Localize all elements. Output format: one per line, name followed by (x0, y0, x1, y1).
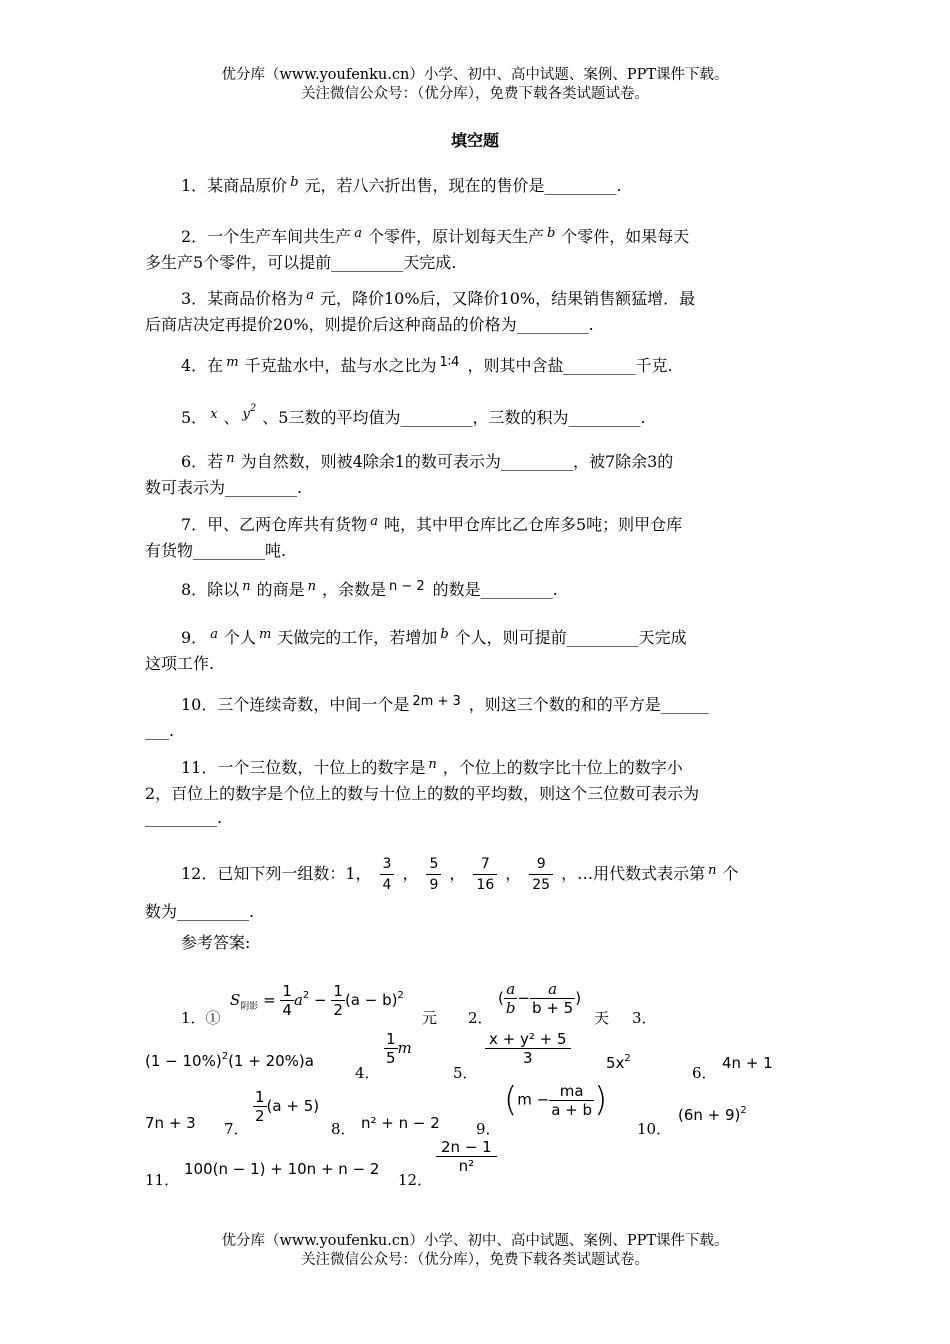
page-title: 填空题 (450, 131, 499, 150)
header-line-2: 关注微信公众号：（优分库），免费下载各类试题试卷。 (301, 86, 649, 102)
question-10: 10．三个连续奇数，中间一个是 $^{2m + 3}$ ，则这三个数的和的平方是______ ___. (145, 694, 709, 740)
answer-9-number: 9． (476, 1120, 501, 1138)
page-header (0, 66, 950, 104)
answer-blank: _________ (177, 902, 250, 921)
answer-3-number: 3． (632, 1009, 657, 1027)
answer-2-unit: 天 (594, 1009, 610, 1027)
answer-3-formula: $(1 - 10\%)^2(1 + 20\%)a$ (145, 1051, 314, 1070)
answer-5-product: $5x^2$ (606, 1053, 631, 1072)
answer-5-formula: $\frac{\text{x + y² + 5}}{3}$ (485, 1030, 571, 1067)
question-9: 9． $^a$ 个人 $^m$ 天做完的工作，若增加 $^b$ 个人，则可提前_________天完成 这项工作. (145, 627, 687, 673)
question-5: 5． $^x$ 、 $^{y^2}$ 、5三数的平均值为_________，三数的积为_________. (181, 403, 646, 427)
answer-10-formula: $(6n + 9)^2$ (678, 1105, 747, 1124)
question-1: 1．某商品原价 $^b$ 元，若八六折出售，现在的售价是_________. (181, 175, 622, 195)
answer-6-number: 6． (692, 1064, 717, 1082)
answers-heading: 参考答案: (181, 933, 251, 952)
footer-line-1: 优分库（www.youfenku.cn）小学、初中、高中试题、案例、PPT课件下载。 (221, 1233, 729, 1249)
sequence-separator: ， (402, 864, 419, 883)
answer-2-formula: ( $\frac{a}{b}$ − $\frac{a}{b + 5}$ ) (498, 980, 582, 1017)
sequence-fraction: $\frac{5}{9}$ (426, 854, 441, 895)
question-4: 4．在 $^m$ 千克盐水中，盐与水之比为 $^{1∶4}$ ，则其中含盐_________千克. (181, 355, 673, 375)
sequence-fraction: $\frac{3}{4}$ (380, 854, 395, 895)
answer-blank: ______ (660, 695, 709, 714)
answer-blank: _________ (400, 408, 473, 427)
sequence-separator: ， (505, 864, 522, 883)
page-footer (0, 1232, 950, 1270)
answer-1-formula: $S_{阴影}$ = $\frac{1}{4}$ $a^2$ − $\frac{1}{2}$ $(a - b)^2$ (230, 982, 404, 1019)
answer-6-formula: 4n + 1 (722, 1054, 773, 1072)
question-3: 3．某商品价格为 $^a$ 元，降价10%后，又降价10%，结果销售额猛增．最 后商店决定再提价20%，则提价后这种商品的价格为_________. (145, 288, 696, 334)
answer-6-formula-b: 7n + 3 (145, 1114, 196, 1132)
answer-11-number: 11． (145, 1171, 180, 1189)
answer-8-formula: n² + n − 2 (361, 1114, 440, 1132)
answer-blank: _________ (480, 580, 553, 599)
answer-1-unit: 元 (422, 1009, 438, 1027)
answer-10-number: 10． (637, 1120, 672, 1138)
answer-7-number: 7． (224, 1120, 249, 1138)
sequence-separator: ， (449, 864, 466, 883)
answer-5-number: 5． (453, 1064, 478, 1082)
answer-blank: _________ (563, 356, 636, 375)
answer-blank: _________ (225, 478, 298, 497)
answer-blank: _________ (568, 408, 641, 427)
question-11: 11．一个三位数，十位上的数字是 $^n$ ，个位上的数字比十位上的数字小 2，百位上的数字是个位上的数与十位上的数的平均数，则这个三位数可表示为 _________. (145, 757, 700, 827)
question-2: 2．一个生产车间共生产 $^a$ 个零件，原计划每天生产 $^b$ 个零件，如果每天 多生产5个零件，可以提前_________天完成. (145, 226, 690, 272)
header-line-1: 优分库（www.youfenku.cn）小学、初中、高中试题、案例、PPT课件下载。 (221, 67, 729, 83)
question-8: 8．除以 $^n$ 的商是 $^n$ ，余数是 $^{n - 2}$ 的数是_________. (181, 579, 558, 599)
answer-9-formula: (m − $\frac{ma}{a + b}$ ) (504, 1080, 608, 1120)
answer-blank: _________ (331, 253, 404, 272)
answer-11-formula: 100(n − 1) + 10n + n − 2 (184, 1160, 380, 1178)
footer-line-2: 关注微信公众号：（优分库），免费下载各类试题试卷。 (301, 1252, 649, 1268)
answer-4-formula: $\frac{1}{5}$ m (386, 1030, 412, 1067)
answer-12-formula: $\frac{2n - 1}{\text{n²}}$ (436, 1138, 497, 1175)
question-6: 6．若 $^n$ 为自然数，则被4除余1的数可表示为_________，被7除余3的 数可表示为_________. (145, 451, 674, 497)
answer-blank: _________ (566, 628, 639, 647)
answer-8-number: 8． (331, 1120, 356, 1138)
sequence-fraction: $\frac{7}{16}$ (473, 854, 497, 895)
answer-7-formula: $\frac{1}{2}$ (a + 5) (255, 1088, 320, 1125)
answer-blank: _________ (516, 315, 589, 334)
question-12: 12．已知下列一组数：1， $\frac{3}{4}$ ， $\frac{5}{9}$ ， $\frac{7}{16}$ ， $\frac{9}{25}$ ，…用代数式表示第 $^n$ 个 数为_________. (145, 856, 739, 921)
answer-blank: _________ (193, 541, 266, 560)
answer-2-number: 2． (468, 1009, 493, 1027)
question-7: 7．甲、乙两仓库共有货物 $^a$ 吨，其中甲仓库比乙仓库多5吨；则甲仓库 有货物_________吨. (145, 514, 683, 560)
answer-4-number: 4． (355, 1064, 380, 1082)
answer-12-number: 12． (398, 1171, 433, 1189)
sequence-fraction: $\frac{9}{25}$ (529, 854, 553, 895)
answer-blank: _________ (500, 452, 573, 471)
answer-1-number: 1．① (181, 1009, 221, 1027)
answer-blank: _________ (544, 176, 617, 195)
